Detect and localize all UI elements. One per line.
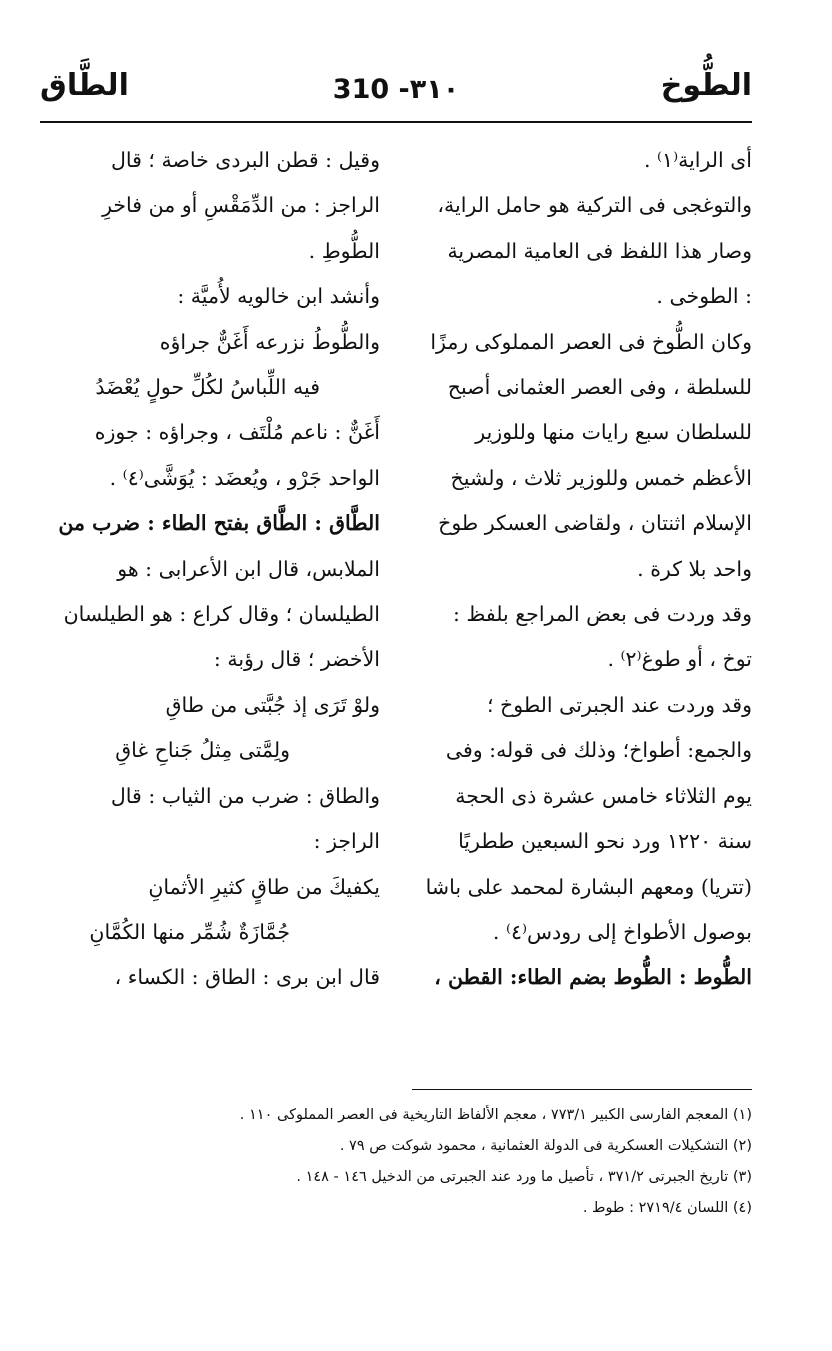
text-line: الأعظم خمس وللوزير ثلاث ، ولشيخ (450, 465, 752, 490)
text-line: سنة ١٢٢٠ ورد نحو السبعين ططريًا (458, 829, 752, 854)
text-line: الراجز : من الدِّمَقْسِ أو من فاخرِ (102, 193, 380, 218)
text-line: والتوغجى فى التركية هو حامل الراية، (437, 193, 752, 218)
footnote-2: (٢) التشكيلات العسكرية فى الدولة العثمانية ، محمود شوكت ص ٧٩ . (339, 1138, 752, 1154)
footnote-4: (٤) اللسان ٢٧١٩/٤ : طوط . (582, 1200, 752, 1216)
running-head-right: الطُّوخ (660, 68, 752, 103)
text-line: أَغَنٌّ : ناعم مُلْتَف ، وجراؤه : جوزه (94, 420, 380, 445)
body-columns (40, 138, 752, 990)
entry-line: الطَّاق : الطَّاق بفتح الطاء : ضرب من (58, 511, 380, 536)
header-rule (40, 121, 752, 123)
text-line: (تتريا) ومعهم البشارة لمحمد على باشا (425, 874, 752, 899)
running-head-left: الطَّاق (40, 68, 129, 103)
text-line: وكان الطُّوخ فى العصر المملوكى رمزًا (430, 329, 752, 354)
footnotes (40, 1100, 752, 1224)
verse-line: والطُّوطُ نزرعه أَغَنٌّ جراؤه (159, 329, 380, 354)
text-line: والطاق : ضرب من الثياب : قال (110, 783, 380, 808)
text-line: وقيل : قطن البردى خاصة ؛ قال (110, 148, 380, 172)
text-line: قال ابن برى : الطاق : الكساء ، (114, 965, 380, 990)
footnote-3: (٣) تاريخ الجبرتى ٣٧١/٢ ، تأصيل ما ورد عند الجبرتى من الدخيل ١٤٦ - ١٤٨ . (296, 1169, 752, 1185)
text-line: الطُّوطِ . (308, 238, 380, 263)
verse-line: يكفيكَ من طاقٍ كثيرِ الأثمانِ (148, 874, 380, 899)
text-line: للسلطة ، وفى العصر العثمانى أصبح (447, 375, 752, 400)
page-number: 310 -٣١٠ (332, 74, 460, 105)
page-header (40, 60, 752, 120)
footnote-rule (412, 1089, 752, 1090)
text-line: وأنشد ابن خالويه لأُميَّة : (177, 284, 380, 309)
left-column (40, 138, 380, 1001)
footnote-1: (١) المعجم الفارسى الكبير ٧٧٣/١ ، معجم الألفاظ التاريخية فى العصر المملوكى ١١٠ . (239, 1107, 752, 1123)
text-line: واحد بلا كرة . (637, 556, 752, 581)
right-column (412, 138, 752, 1001)
text-line: أى الراية⁽١⁾ . (643, 148, 752, 172)
text-line: والجمع: أطواخ؛ وذلك فى قوله: وفى (445, 738, 752, 763)
text-line: يوم الثلاثاء خامس عشرة ذى الحجة (455, 783, 752, 808)
text-line: الطيلسان ؛ وقال كراع : هو الطيلسان (63, 602, 380, 627)
text-line: الواحد جَرْو ، ويُعضَد : يُوَشَّى⁽٤⁾ . (109, 465, 380, 490)
text-line: بوصول الأطواخ إلى رودس⁽٤⁾ . (492, 919, 752, 944)
verse-line: ولوْ تَرَى إذ جُبَّتى من طاقِ (165, 692, 380, 717)
text-line: للسلطان سبع رايات منها وللوزير (475, 420, 752, 445)
text-line: الأخضر ؛ قال رؤبة : (213, 647, 380, 672)
verse-line: فيه اللِّباسُ لكُلِّ حولٍ يُعْضَدُ (95, 375, 320, 400)
text-line: : الطوخى . (656, 284, 752, 309)
text-line: وقد وردت عند الجبرتى الطوخ ؛ (486, 692, 752, 717)
text-line: وصار هذا اللفظ فى العامية المصرية (447, 238, 752, 263)
verse-line: جُمَّازَةٌ شُمِّر منها الكُمَّانِ (89, 919, 290, 944)
text-line: الراجز : (313, 829, 380, 854)
text-line: وقد وردت فى بعض المراجع بلفظ : (453, 602, 752, 627)
text-line: الملابس، قال ابن الأعرابى : هو (117, 556, 380, 581)
entry-line: الطُّوط : الطُّوط بضم الطاء: القطن ، (434, 965, 752, 990)
verse-line: ولِمَّتى مِثلُ جَناحِ غاقِ (115, 738, 290, 763)
text-line: توخ ، أو طوغ⁽٢⁾ . (607, 647, 752, 672)
text-line: الإسلام اثنتان ، ولقاضى العسكر طوخ (438, 511, 752, 536)
